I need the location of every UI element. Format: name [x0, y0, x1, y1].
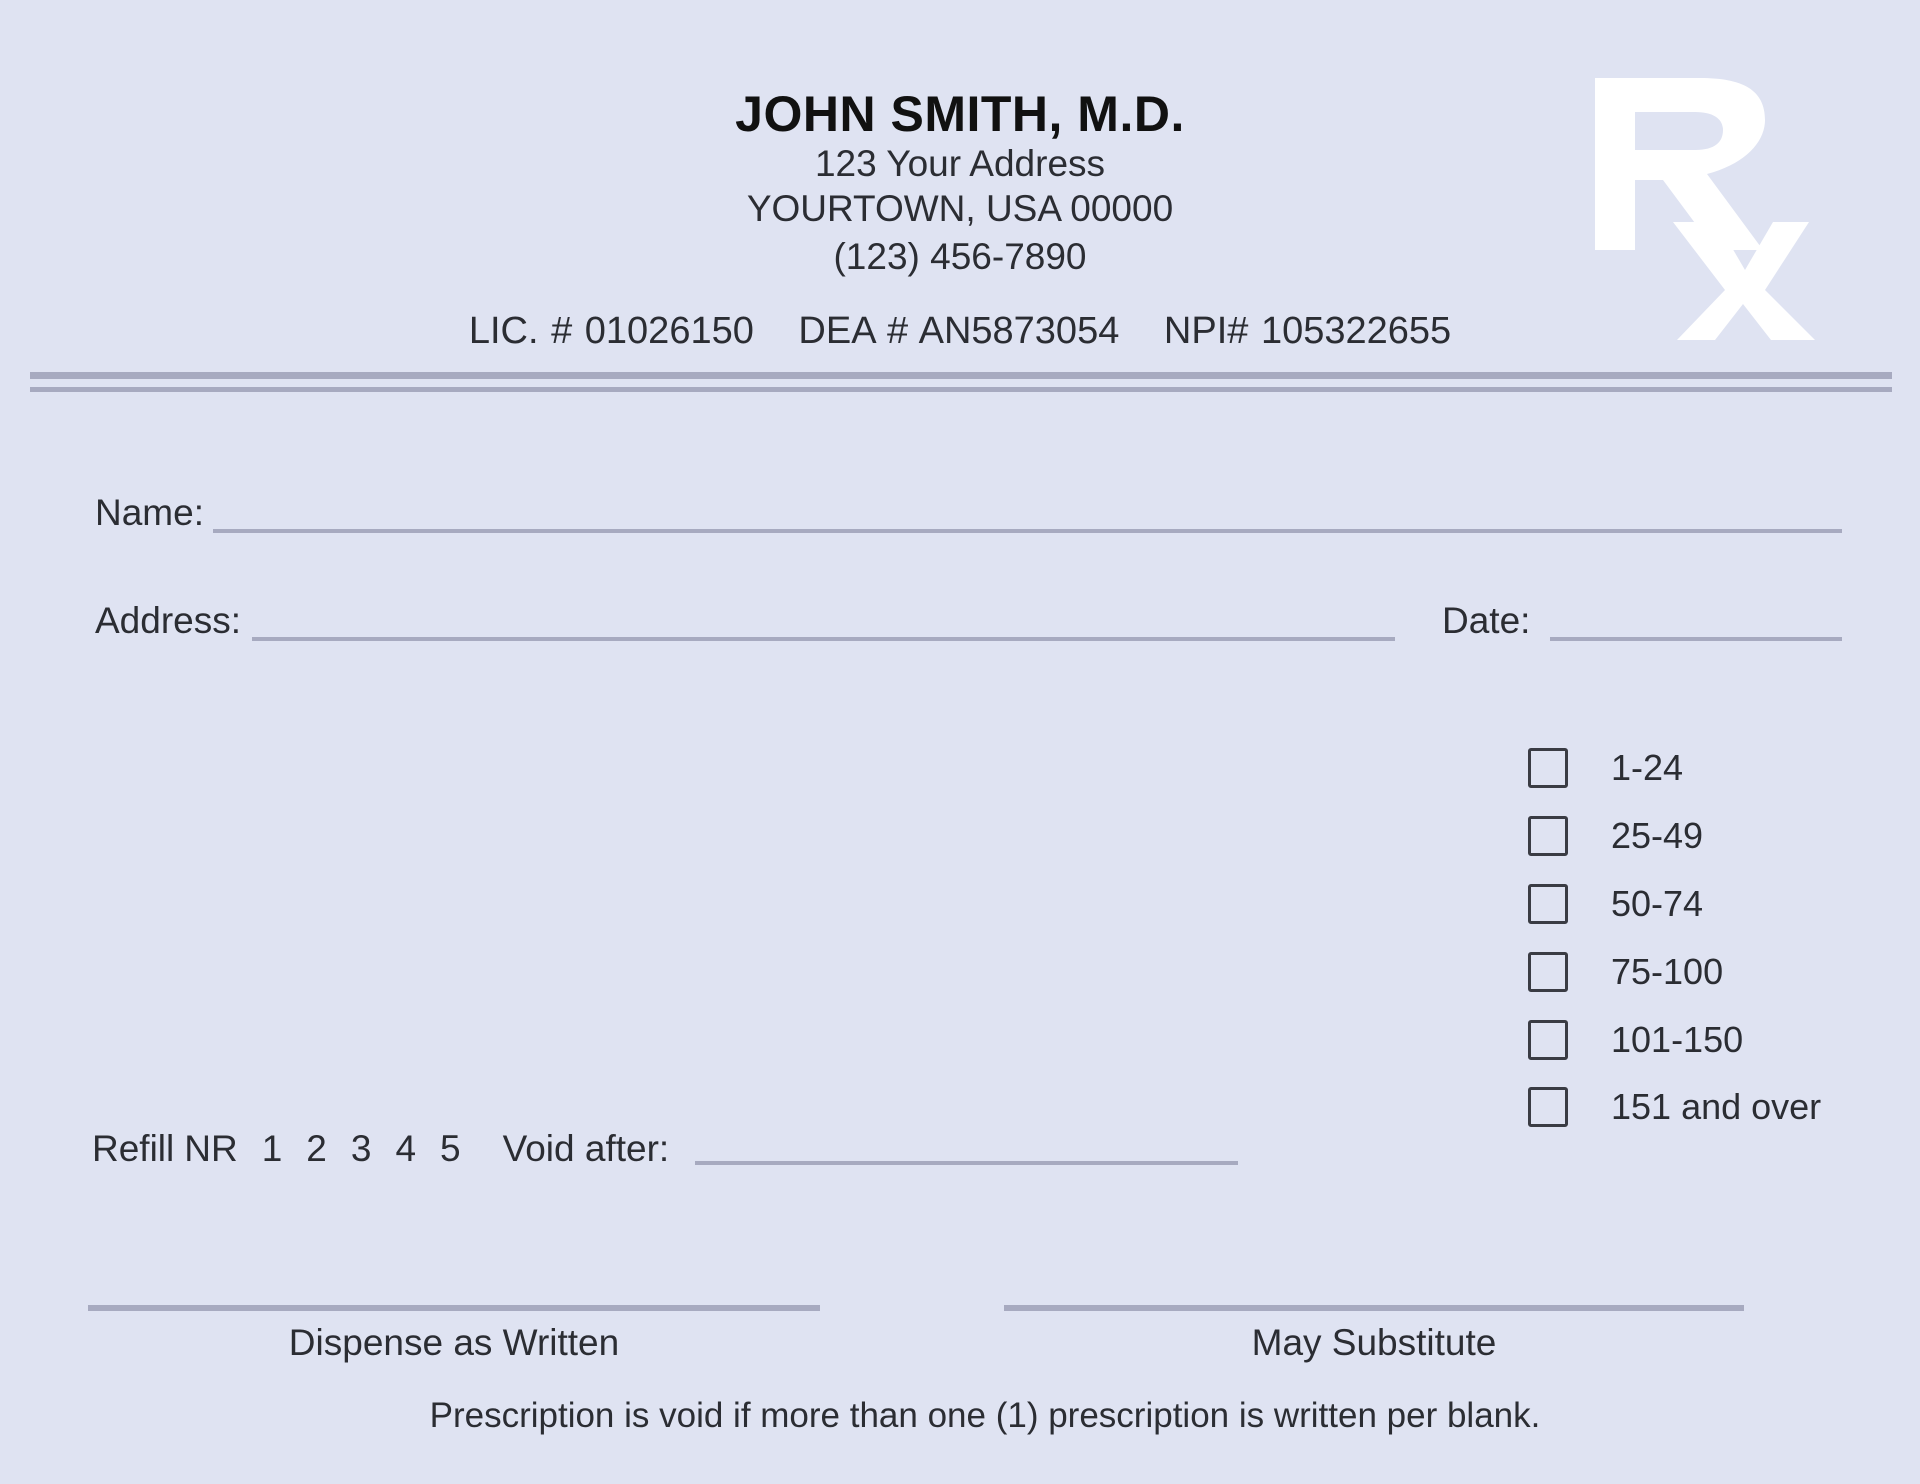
date-field[interactable]: [1550, 637, 1842, 641]
checkbox-1-24[interactable]: [1528, 748, 1568, 788]
void-after-label: Void after:: [502, 1128, 670, 1169]
may-substitute-signature-line[interactable]: [1004, 1305, 1744, 1311]
checkbox-50-74[interactable]: [1528, 884, 1568, 924]
header-divider-top: [30, 372, 1892, 379]
address-label: Address:: [95, 600, 242, 641]
address-line-1: 123 Your Address: [814, 143, 1106, 184]
header-divider-bottom: [30, 387, 1892, 392]
dispense-as-written-signature-line[interactable]: [88, 1305, 820, 1311]
quantity-label: 151 and over: [1611, 1086, 1822, 1127]
refill-option-5[interactable]: 5: [440, 1128, 461, 1169]
void-after-field[interactable]: [695, 1161, 1238, 1165]
refill-option-nr[interactable]: NR: [184, 1128, 238, 1169]
refill-option-1[interactable]: 1: [261, 1128, 283, 1169]
quantity-label: 1-24: [1611, 747, 1684, 788]
phone-number: (123) 456-7890: [833, 236, 1087, 277]
address-field[interactable]: [252, 637, 1395, 641]
refill-label: Refill: [92, 1128, 175, 1169]
name-field[interactable]: [213, 529, 1842, 533]
quantity-option[interactable]: [1528, 1082, 1821, 1132]
dispense-as-written-label: Dispense as Written: [288, 1322, 620, 1363]
name-label: Name:: [95, 492, 204, 533]
refill-option-3[interactable]: 3: [350, 1128, 372, 1169]
refill-option-4[interactable]: 4: [395, 1128, 417, 1169]
quantity-option[interactable]: [1528, 879, 1703, 929]
quantity-option[interactable]: [1528, 743, 1683, 793]
checkbox-25-49[interactable]: [1528, 816, 1568, 856]
doctor-name: JOHN SMITH, M.D.: [735, 86, 1185, 142]
npi-number: NPI# 105322655: [1163, 310, 1452, 352]
checkbox-151-and-over[interactable]: [1528, 1087, 1568, 1127]
quantity-label: 101-150: [1611, 1019, 1744, 1060]
quantity-label: 75-100: [1611, 951, 1724, 992]
refill-row: [92, 1128, 669, 1170]
refill-option-2[interactable]: 2: [306, 1128, 327, 1169]
checkbox-101-150[interactable]: [1528, 1020, 1568, 1060]
quantity-option[interactable]: [1528, 947, 1723, 997]
quantity-label: 25-49: [1611, 815, 1704, 856]
quantity-option[interactable]: [1528, 811, 1703, 861]
dea-number: DEA # AN5873054: [798, 310, 1120, 352]
quantity-label: 50-74: [1611, 883, 1704, 924]
checkbox-75-100[interactable]: [1528, 952, 1568, 992]
license-number: LIC. # 01026150: [468, 310, 754, 352]
may-substitute-label: May Substitute: [1251, 1322, 1497, 1363]
address-line-2: YOURTOWN, USA 00000: [746, 188, 1174, 229]
date-label: Date:: [1442, 600, 1531, 641]
footer-note: Prescription is void if more than one (1) prescription is written per blank.: [429, 1396, 1541, 1435]
quantity-option[interactable]: [1528, 1015, 1743, 1065]
rx-logo-icon: [1595, 60, 1815, 360]
